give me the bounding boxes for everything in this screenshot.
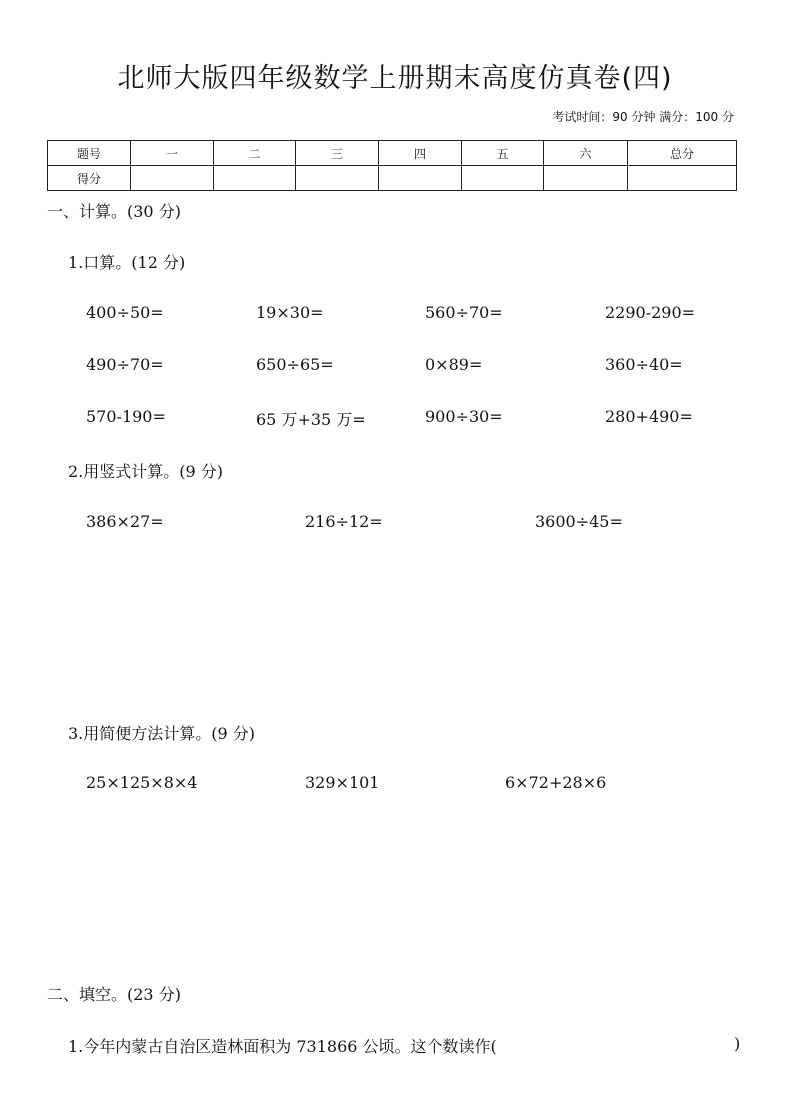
section-1-heading: 一、计算。(30 分) <box>47 202 181 221</box>
score-header-row <box>48 141 737 166</box>
header-cell: 四 <box>379 141 462 166</box>
header-cell: 总分 <box>628 141 737 166</box>
header-cell: 二 <box>214 141 296 166</box>
oral-item: 490÷70= <box>86 355 164 374</box>
header-cell: 题号 <box>48 141 131 166</box>
section-2-heading: 二、填空。(23 分) <box>47 985 181 1004</box>
oral-item: 65 万+35 万= <box>256 410 366 429</box>
oral-item: 2290-290= <box>605 303 696 322</box>
oral-item: 650÷65= <box>256 355 334 374</box>
page-title: 北师大版四年级数学上册期末高度仿真卷(四) <box>117 63 673 94</box>
score-row <box>48 166 737 191</box>
oral-item: 560÷70= <box>425 303 503 322</box>
oral-item: 280+490= <box>605 407 693 426</box>
question-2-1-text: 1.今年内蒙古自治区造林面积为 731866 公顷。这个数读作( <box>68 1037 497 1056</box>
score-cell[interactable] <box>214 166 296 191</box>
question-1-2-label: 2.用竖式计算。(9 分) <box>68 462 224 481</box>
header-cell: 六 <box>544 141 628 166</box>
oral-item: 400÷50= <box>86 303 164 322</box>
score-cell[interactable] <box>462 166 544 191</box>
score-table <box>47 140 737 191</box>
oral-item: 0×89= <box>425 355 483 374</box>
score-cell[interactable] <box>379 166 462 191</box>
simplify-item: 329×101 <box>305 773 380 792</box>
header-cell: 五 <box>462 141 544 166</box>
exam-info: 考试时间：90 分钟 满分：100 分 <box>552 110 734 124</box>
score-cell[interactable] <box>131 166 214 191</box>
oral-item: 19×30= <box>256 303 324 322</box>
simplify-item: 25×125×8×4 <box>86 773 198 792</box>
score-cell[interactable] <box>628 166 737 191</box>
score-cell[interactable] <box>296 166 379 191</box>
header-cell: 一 <box>131 141 214 166</box>
question-1-1-label: 1.口算。(12 分) <box>68 253 186 272</box>
simplify-item: 6×72+28×6 <box>505 773 607 792</box>
vertical-calc-item: 3600÷45= <box>535 512 623 531</box>
vertical-calc-item: 216÷12= <box>305 512 383 531</box>
oral-item: 570-190= <box>86 407 166 426</box>
header-cell: 三 <box>296 141 379 166</box>
oral-item: 360÷40= <box>605 355 683 374</box>
question-1-3-label: 3.用简便方法计算。(9 分) <box>68 724 256 743</box>
oral-item: 900÷30= <box>425 407 503 426</box>
answer-blank-close-paren: ) <box>734 1034 741 1053</box>
vertical-calc-item: 386×27= <box>86 512 164 531</box>
score-cell[interactable] <box>544 166 628 191</box>
score-row-label: 得分 <box>48 166 131 191</box>
